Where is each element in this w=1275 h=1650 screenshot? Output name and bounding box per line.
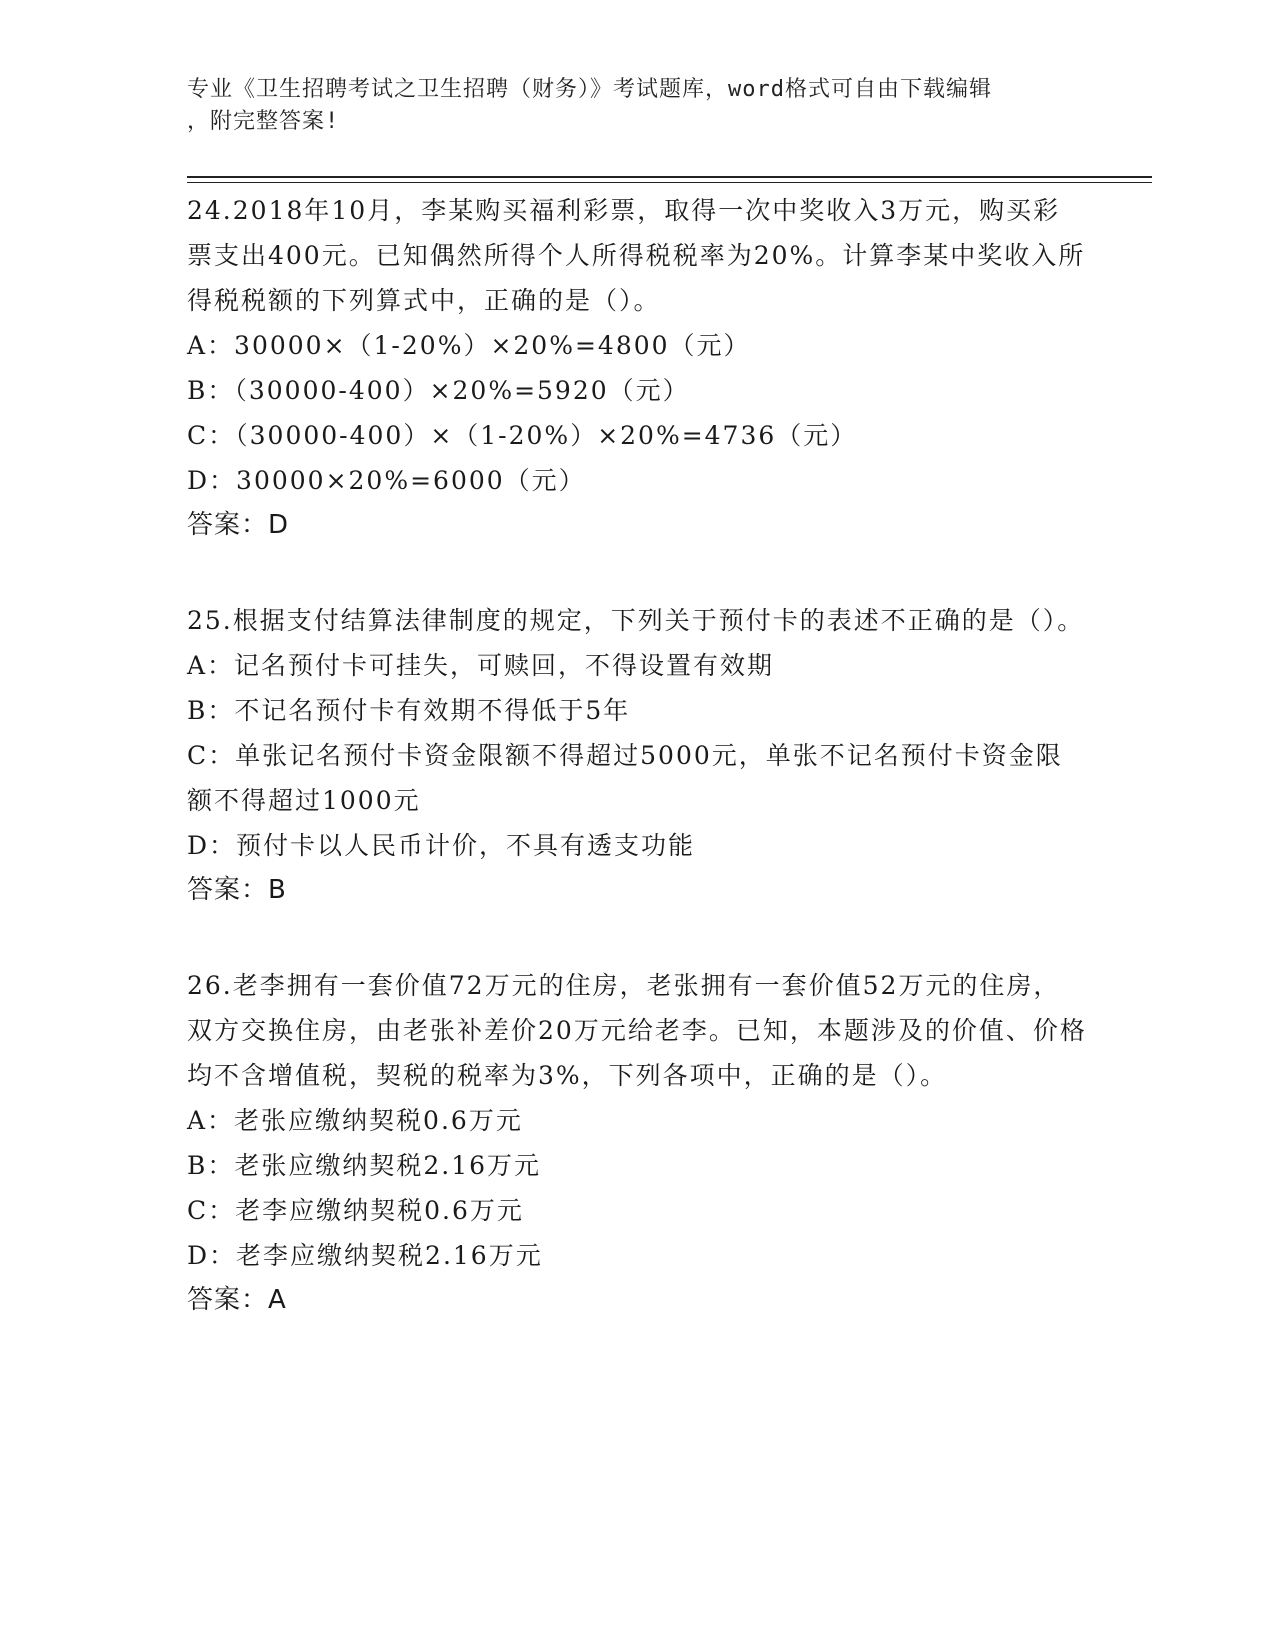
question-text: 24.2018年10月，李某购买福利彩票，取得一次中奖收入3万元，购买彩票支出400元。已知偶然所得个人所得税税率为20%。计算李某中奖收入所得税税额的下列算式中，正确的是（）。 xyxy=(187,196,1086,315)
header-line-2: ，附完整答案! xyxy=(187,109,340,134)
header-divider-thick xyxy=(187,176,1152,178)
option-b: B：老张应缴纳契税2.16万元 xyxy=(187,1151,542,1180)
option-a: A：记名预付卡可挂失，可赎回，不得设置有效期 xyxy=(187,651,775,680)
option-c: C：（30000-400）×（1-20%）×20%=4736（元） xyxy=(187,421,858,450)
document-header xyxy=(187,74,1067,138)
question-25 xyxy=(187,598,1087,913)
question-list xyxy=(187,188,1087,1373)
question-text: 26.老李拥有一套价值72万元的住房，老张拥有一套价值52万元的住房，双方交换住房，由老张补差价20万元给老李。已知，本题涉及的价值、价格均不含增值税，契税的税率为3%，下列各项中，正确的是（）。 xyxy=(187,971,1087,1090)
answer-label: 答案：D xyxy=(187,510,290,540)
option-a: A：老张应缴纳契税0.6万元 xyxy=(187,1106,523,1135)
header-line-1: 专业《卫生招聘考试之卫生招聘（财务）》考试题库，word格式可自由下载编辑 xyxy=(187,77,992,102)
option-c: C：老李应缴纳契税0.6万元 xyxy=(187,1196,524,1225)
question-26 xyxy=(187,963,1087,1323)
option-c: C：单张记名预付卡资金限额不得超过5000元，单张不记名预付卡资金限额不得超过1000元 xyxy=(187,741,1063,815)
answer-label: 答案：B xyxy=(187,875,287,905)
option-a: A：30000×（1-20%）×20%=4800（元） xyxy=(187,331,751,360)
option-d: D：预付卡以人民币计价，不具有透支功能 xyxy=(187,831,696,860)
option-b: B：（30000-400）×20%=5920（元） xyxy=(187,376,690,405)
header-divider-thin xyxy=(187,182,1152,183)
answer-label: 答案：A xyxy=(187,1285,287,1315)
option-d: D：老李应缴纳契税2.16万元 xyxy=(187,1241,543,1270)
question-text: 25.根据支付结算法律制度的规定，下列关于预付卡的表述不正确的是（）。 xyxy=(187,606,1085,635)
question-24 xyxy=(187,188,1087,548)
option-d: D：30000×20%=6000（元） xyxy=(187,466,586,495)
option-b: B：不记名预付卡有效期不得低于5年 xyxy=(187,696,631,725)
